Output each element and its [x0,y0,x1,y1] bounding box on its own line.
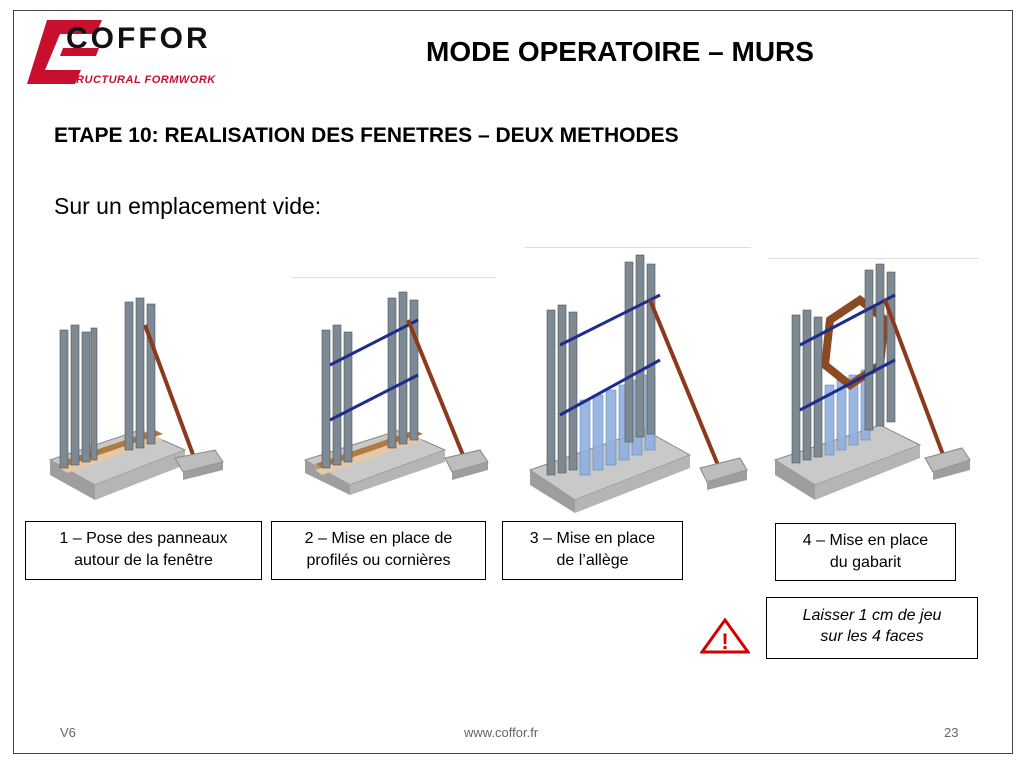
page-title: MODE OPERATOIRE – MURS [426,36,814,67]
logo-tagline: STRUCTURAL FORMWORK [61,74,216,86]
separator-line [292,277,496,278]
step3-caption: 3 – Mise en place de l’allège [502,521,683,580]
separator-line [768,258,978,259]
separator-line [525,247,751,248]
step-heading: ETAPE 10: REALISATION DES FENETRES – DEUX METHODES [54,124,679,147]
step2-caption: 2 – Mise en place de profilés ou cornières [271,521,486,580]
footer-version: V6 [60,725,76,740]
coffor-logo [27,20,227,90]
footer-page-number: 23 [944,725,959,740]
step2-illustration [300,280,500,495]
step4-caption: 4 – Mise en place du gabarit [775,523,956,581]
clearance-note: Laisser 1 cm de jeu sur les 4 faces [766,597,978,659]
step3-illustration [525,250,755,515]
step1-illustration [45,290,235,500]
logo-name: COFFOR [66,22,211,55]
step4-illustration [770,260,975,505]
warning-symbol: ! [721,629,729,654]
warning-triangle-icon [700,618,750,654]
intro-text: Sur un emplacement vide: [54,193,322,219]
step1-caption: 1 – Pose des panneaux autour de la fenêtre [25,521,262,580]
footer-website[interactable]: www.coffor.fr [464,725,539,740]
